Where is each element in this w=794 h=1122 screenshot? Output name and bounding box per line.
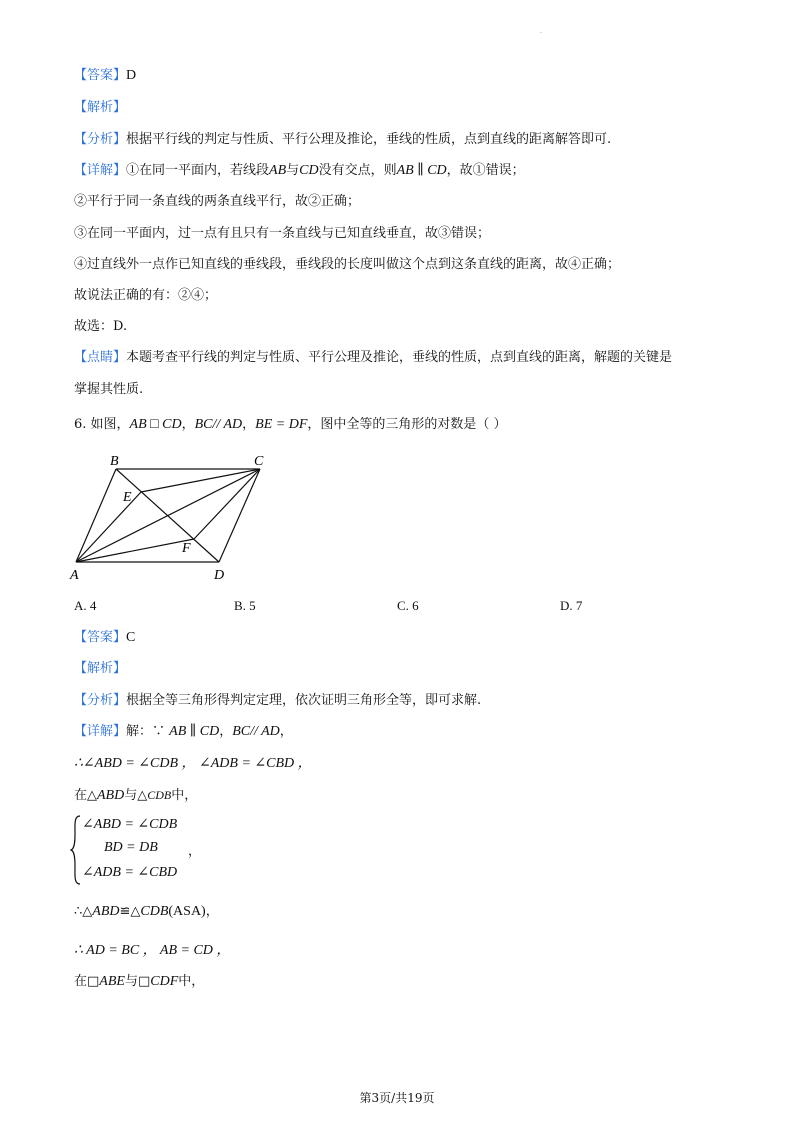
question-6 [74,416,507,434]
sep-2: ， [242,417,256,432]
fenxi-tag-2: 【分析】 [74,693,127,708]
xiangjie-line-1 [74,162,525,180]
step3-cdb: CDB [140,904,169,919]
step2-cdb: CDB [147,788,172,802]
dianjing-text: 本题考查平行线的判定与性质、平行公理及推论，垂线的性质，点到直线的距离，解题的关键是 [126,350,673,365]
fenxi-line-2 [74,692,481,710]
answer-tag: 【答案】 [74,68,127,83]
answer-line-2 [74,629,135,647]
label-f: F [182,541,191,556]
segment-ba [76,469,116,562]
step5-abe: ABE [99,974,125,989]
statement-6: 故选：D. [74,319,128,334]
fenxi-line-1 [74,131,611,149]
step-angles-equal: ∴∠ABD = ∠CDB ， ∠ADB = ∠CBD ， [74,756,312,771]
option-d: D. 7 [560,598,583,613]
label-e: E [123,490,132,505]
step3-c: ≌△ [119,904,141,919]
xiangjie2-sep: ， [219,724,233,739]
left-brace-icon [70,814,82,886]
step-triangles [74,786,197,805]
system-row-3: ∠ADB = ∠CBD [82,865,178,880]
step5-c: 与□ [124,974,151,989]
dianjing-line [74,349,672,367]
answer-tag-2: 【答案】 [74,630,127,645]
xiangjie-text-b: 没有交点，则 [318,163,397,178]
dianjing-line-2: 掌握其性质. [74,382,144,397]
xiangjie-text-yu: 与 [286,163,300,178]
condition-be-df: BE = DF [255,417,308,432]
fenxi-text: 根据平行线的判定与性质、平行公理及推论，垂线的性质，点到直线的距离解答即可. [126,132,612,147]
step2-abd: ABD [97,788,125,803]
statement-5: 故说法正确的有：②④； [74,288,218,303]
question-tail: ，图中全等的三角形的对数是（ ） [307,417,507,432]
step5-e: 中， [178,974,205,989]
parallelogram-figure [64,448,284,584]
step2-c: 与△ [124,788,148,803]
option-b: B. 5 [234,598,256,613]
step3-f: ， [205,904,219,919]
equation-system [70,814,220,886]
segment-cd [219,469,260,562]
statement-3: ③在同一平面内，过一点有且只有一条直线与已知直线垂直，故③错误； [74,226,491,241]
xiangjie-line-2 [74,723,293,741]
xiangjie-text-c: ，故①错误； [446,163,525,178]
answer-value: D [126,68,137,83]
answer-line-1 [74,67,136,85]
option-a: A. 4 [74,598,97,613]
math-bc-parallel-ad: BC// AD [232,724,280,739]
system-row-2: BD = DB [104,840,158,855]
system-row-2-tail: ， [188,844,202,859]
statement-4: ④过直线外一点作已知直线的垂线段，垂线段的长度叫做这个点到这条直线的距离，故④正确； [74,257,621,272]
label-b: B [110,454,119,469]
step2-e: 中， [171,788,198,803]
fenxi-text-2: 根据全等三角形得判定定理，依次证明三角形全等，即可求解. [126,693,482,708]
label-c: C [254,454,264,469]
step-next-triangles [74,973,204,991]
analysis-line-2 [74,660,126,678]
xiangjie-tag-2: 【详解】 [74,724,127,739]
dianjing-tag: 【点睛】 [74,350,127,365]
xiangjie2-pre: 解：∵ [126,724,170,739]
math-ab-parallel-cd-2: AB ∥ CD [169,724,220,739]
step3-abd: ABD [92,904,120,919]
statement-2: ②平行于同一条直线的两条直线平行，故②正确； [74,194,361,209]
step3-asa: (ASA) [168,904,206,919]
math-ab-parallel-cd: AB ∥ CD [396,163,447,178]
segment-ac [76,469,260,562]
analysis-tag: 【解析】 [74,100,127,115]
step-congruent [74,903,219,921]
xiangjie2-end: ， [279,724,293,739]
analysis-line-1 [74,99,126,117]
math-ab: AB [269,163,287,178]
step-sides-equal: ∴ AD = BC ， AB = CD ， [74,943,231,958]
label-d: D [214,568,225,583]
question-number: 6. 如图， [74,417,130,432]
step3-a: ∴△ [74,904,93,919]
fenxi-tag: 【分析】 [74,132,127,147]
math-cd: CD [299,163,319,178]
step5-cdf: CDF [150,974,179,989]
answer-value-2: C [126,630,136,645]
scan-dot: · [540,30,542,37]
xiangjie-text-a: ①在同一平面内，若线段 [126,163,270,178]
analysis-tag-2: 【解析】 [74,661,127,676]
option-c: C. 6 [397,598,419,613]
condition-ab-cd: AB □ CD [129,417,182,432]
step2-a: 在△ [74,788,97,803]
label-a: A [70,568,79,583]
system-row-1: ∠ABD = ∠CDB [82,817,178,832]
page-footer: 第3页/共19页 [359,1091,435,1105]
condition-bc-ad: BC// AD [194,417,243,432]
step5-a: 在□ [74,974,100,989]
sep-1: ， [181,417,195,432]
xiangjie-tag: 【详解】 [74,163,127,178]
